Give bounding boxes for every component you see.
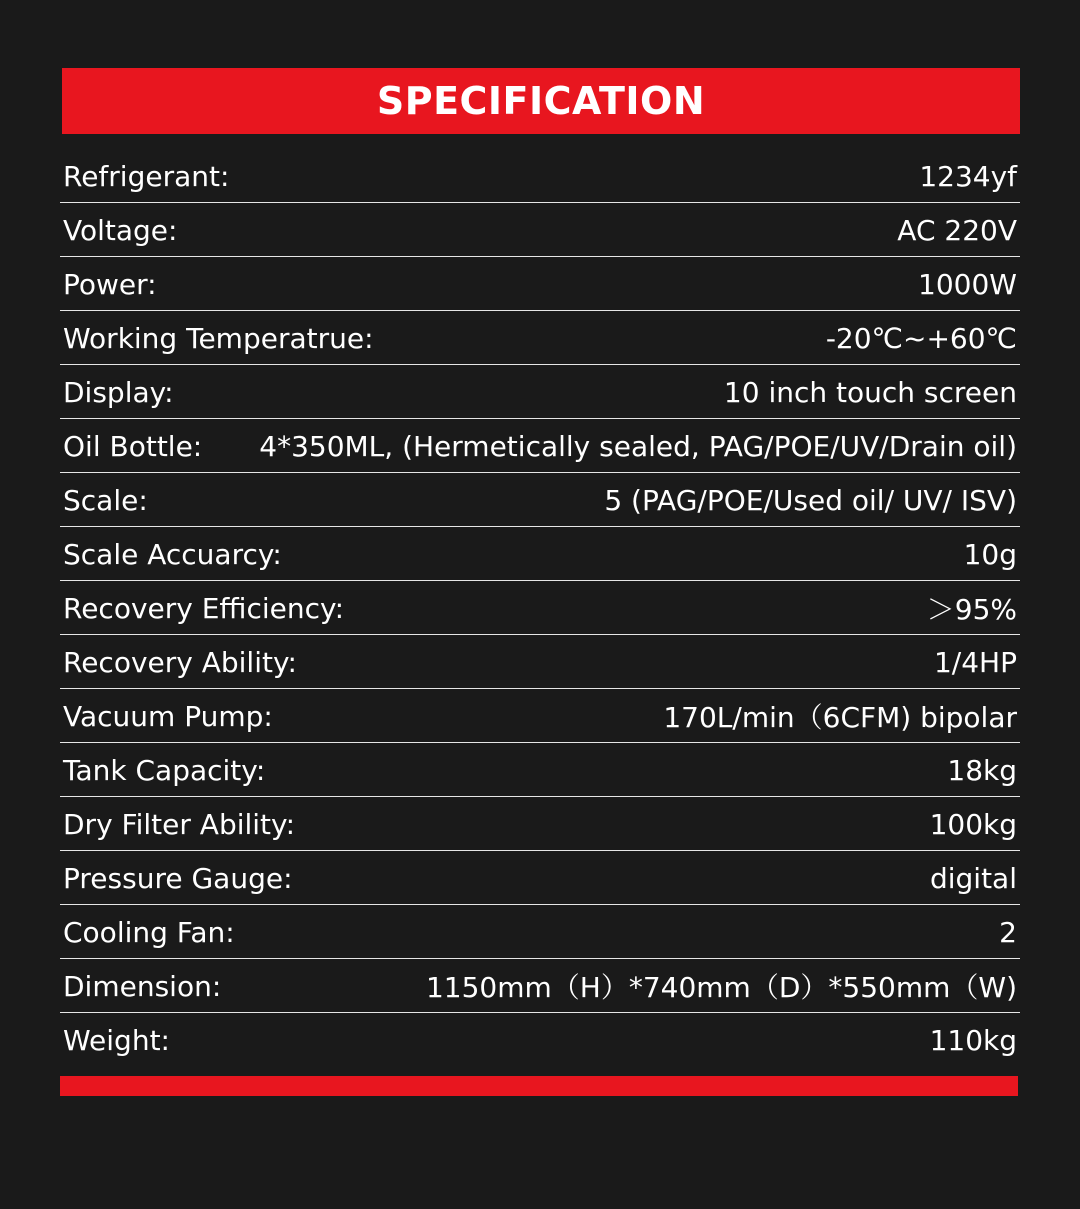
spec-value: AC 220V <box>897 213 1017 247</box>
spec-label: Scale Accuarcy: <box>63 537 282 571</box>
spec-label: Working Temperatrue: <box>63 321 374 355</box>
spec-value: 10g <box>963 537 1017 571</box>
specification-header-bar <box>62 68 1020 134</box>
page-title: SPECIFICATION <box>376 79 706 123</box>
spec-label: Weight: <box>63 1024 170 1057</box>
spec-row-tank-capacity <box>60 744 1020 797</box>
spec-row-scale-accuracy <box>60 528 1020 581</box>
spec-label: Tank Capacity: <box>63 753 266 787</box>
spec-value: 1150mm（H）*740mm（D）*550mm（W) <box>425 971 1017 1004</box>
spec-label: Cooling Fan: <box>63 915 235 949</box>
spec-value: ＞95% <box>926 593 1017 626</box>
spec-value: digital <box>929 861 1017 895</box>
spec-label: Recovery Efficiency: <box>63 591 344 625</box>
spec-label: Refrigerant: <box>63 159 230 193</box>
spec-row-oil-bottle <box>60 420 1020 473</box>
spec-label: Voltage: <box>63 213 178 247</box>
spec-row-voltage <box>60 204 1020 257</box>
footer-accent-bar <box>60 1076 1018 1096</box>
spec-label: Scale: <box>63 483 148 517</box>
spec-row-recovery-efficiency <box>60 582 1020 635</box>
spec-row-cooling-fan <box>60 906 1020 959</box>
spec-value: 170L/min（6CFM) bipolar <box>663 701 1017 734</box>
spec-value: 2 <box>999 915 1017 949</box>
spec-row-refrigerant <box>60 150 1020 203</box>
spec-value: 1000W <box>918 267 1017 301</box>
spec-label: Pressure Gauge: <box>63 861 293 895</box>
spec-label: Dry Filter Ability: <box>63 807 295 841</box>
spec-row-pressure-gauge <box>60 852 1020 905</box>
spec-label: Vacuum Pump: <box>63 699 273 733</box>
spec-value: 18kg <box>947 753 1017 787</box>
spec-value: 5 (PAG/POE/Used oil/ UV/ ISV) <box>604 483 1017 517</box>
spec-row-power <box>60 258 1020 311</box>
spec-label: Oil Bottle: <box>63 429 203 463</box>
spec-value: 1/4HP <box>933 645 1017 679</box>
spec-row-scale <box>60 474 1020 527</box>
spec-row-recovery-ability <box>60 636 1020 689</box>
spec-value: 4*350ML, (Hermetically sealed, PAG/POE/UV/Drain oil) <box>259 429 1017 463</box>
spec-value: 1234yf <box>919 159 1017 193</box>
spec-row-working-temperature <box>60 312 1020 365</box>
spec-value: 10 inch touch screen <box>723 375 1017 409</box>
spec-row-vacuum-pump <box>60 690 1020 743</box>
spec-label: Dimension: <box>63 969 222 1003</box>
spec-value: -20℃~+60℃ <box>825 321 1017 355</box>
spec-table <box>60 150 1020 1067</box>
spec-row-dimension <box>60 960 1020 1013</box>
spec-label: Power: <box>63 267 157 301</box>
spec-label: Recovery Ability: <box>63 645 297 679</box>
spec-row-weight <box>60 1014 1020 1067</box>
spec-value: 110kg <box>929 1024 1017 1057</box>
spec-value: 100kg <box>929 807 1017 841</box>
spec-row-dry-filter-ability <box>60 798 1020 851</box>
spec-row-display <box>60 366 1020 419</box>
spec-label: Display: <box>63 375 174 409</box>
